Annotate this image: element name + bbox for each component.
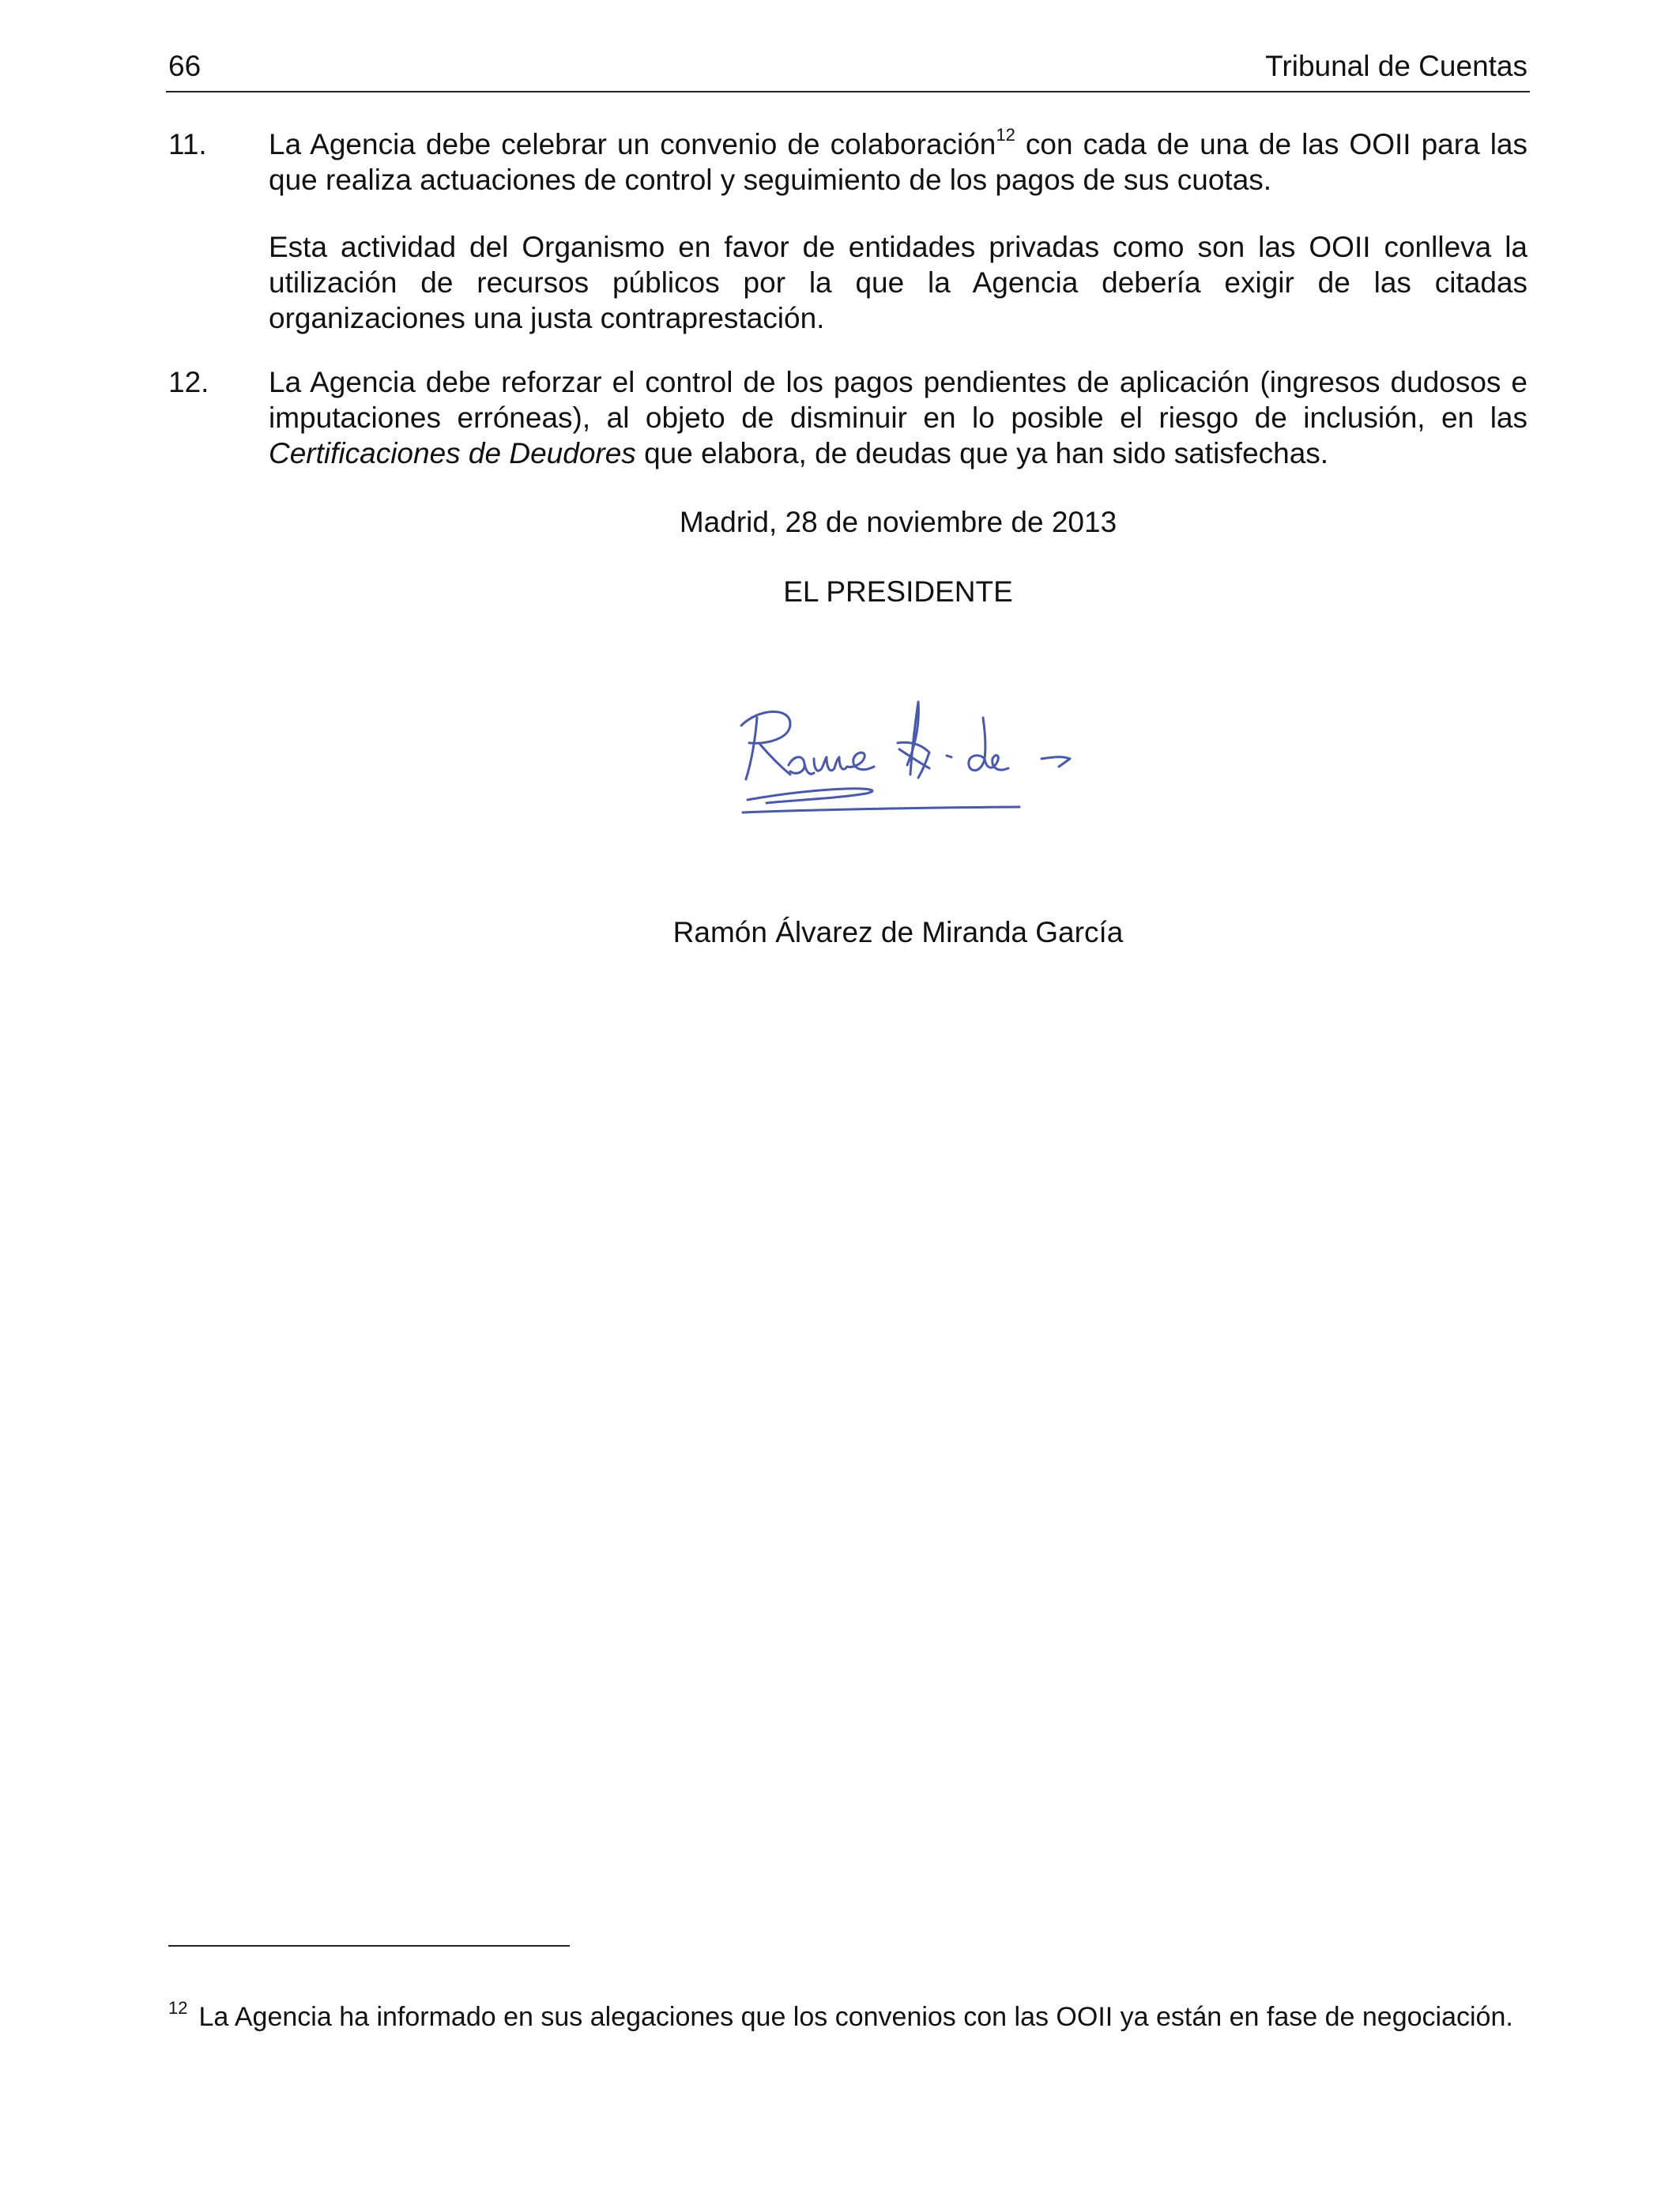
header-rule — [166, 91, 1530, 92]
paragraph-text: La Agencia debe reforzar el control de los pagos pendientes de aplicación (ingresos dudosos e imputaciones erróneas), al objeto de disminuir en lo posible el riesgo de inclusión, en las — [269, 366, 1527, 434]
item-paragraph — [269, 364, 1527, 471]
footnote-reference[interactable]: 12 — [996, 125, 1015, 145]
document-title-italic: Certificaciones de Deudores — [269, 437, 636, 469]
page-number: 66 — [168, 50, 202, 82]
running-title: Tribunal de Cuentas — [1265, 50, 1527, 82]
footnote-text: La Agencia ha informado en sus alegaciones que los convenios con las OOII ya están en fase de negociación. — [198, 2002, 1513, 2032]
item-12 — [168, 364, 1527, 471]
handwritten-signature — [711, 680, 1122, 838]
item-body — [269, 126, 1527, 336]
item-paragraph — [269, 126, 1527, 198]
paragraph-text: que elabora, de deudas que ya han sido satisfechas. — [635, 437, 1329, 469]
paragraph-text: con cada de una de las OOII para las que realiza actuaciones de control y seguimiento de los pagos de sus cuotas. — [269, 128, 1527, 196]
item-number: 12. — [168, 366, 209, 398]
item-number: 11. — [168, 128, 207, 160]
place-and-date: Madrid, 28 de noviembre de 2013 — [679, 506, 1117, 538]
item-11 — [168, 126, 1527, 336]
item-paragraph: Esta actividad del Organismo en favor de entidades privadas como son las OOII conlleva la utilización de recursos públicos por la que la Agencia debería exigir de las citadas organizaciones una justa contraprestación. — [269, 231, 1527, 334]
page-header — [168, 46, 1527, 87]
footnote — [168, 1997, 1527, 2038]
signer-role: EL PRESIDENTE — [783, 575, 1013, 608]
signer-name: Ramón Álvarez de Miranda García — [672, 916, 1124, 948]
footnote-rule — [168, 1945, 570, 1947]
item-body — [269, 364, 1527, 471]
paragraph-text: La Agencia debe celebrar un convenio de colaboración — [269, 128, 996, 160]
footnote-number: 12 — [168, 1998, 188, 2018]
